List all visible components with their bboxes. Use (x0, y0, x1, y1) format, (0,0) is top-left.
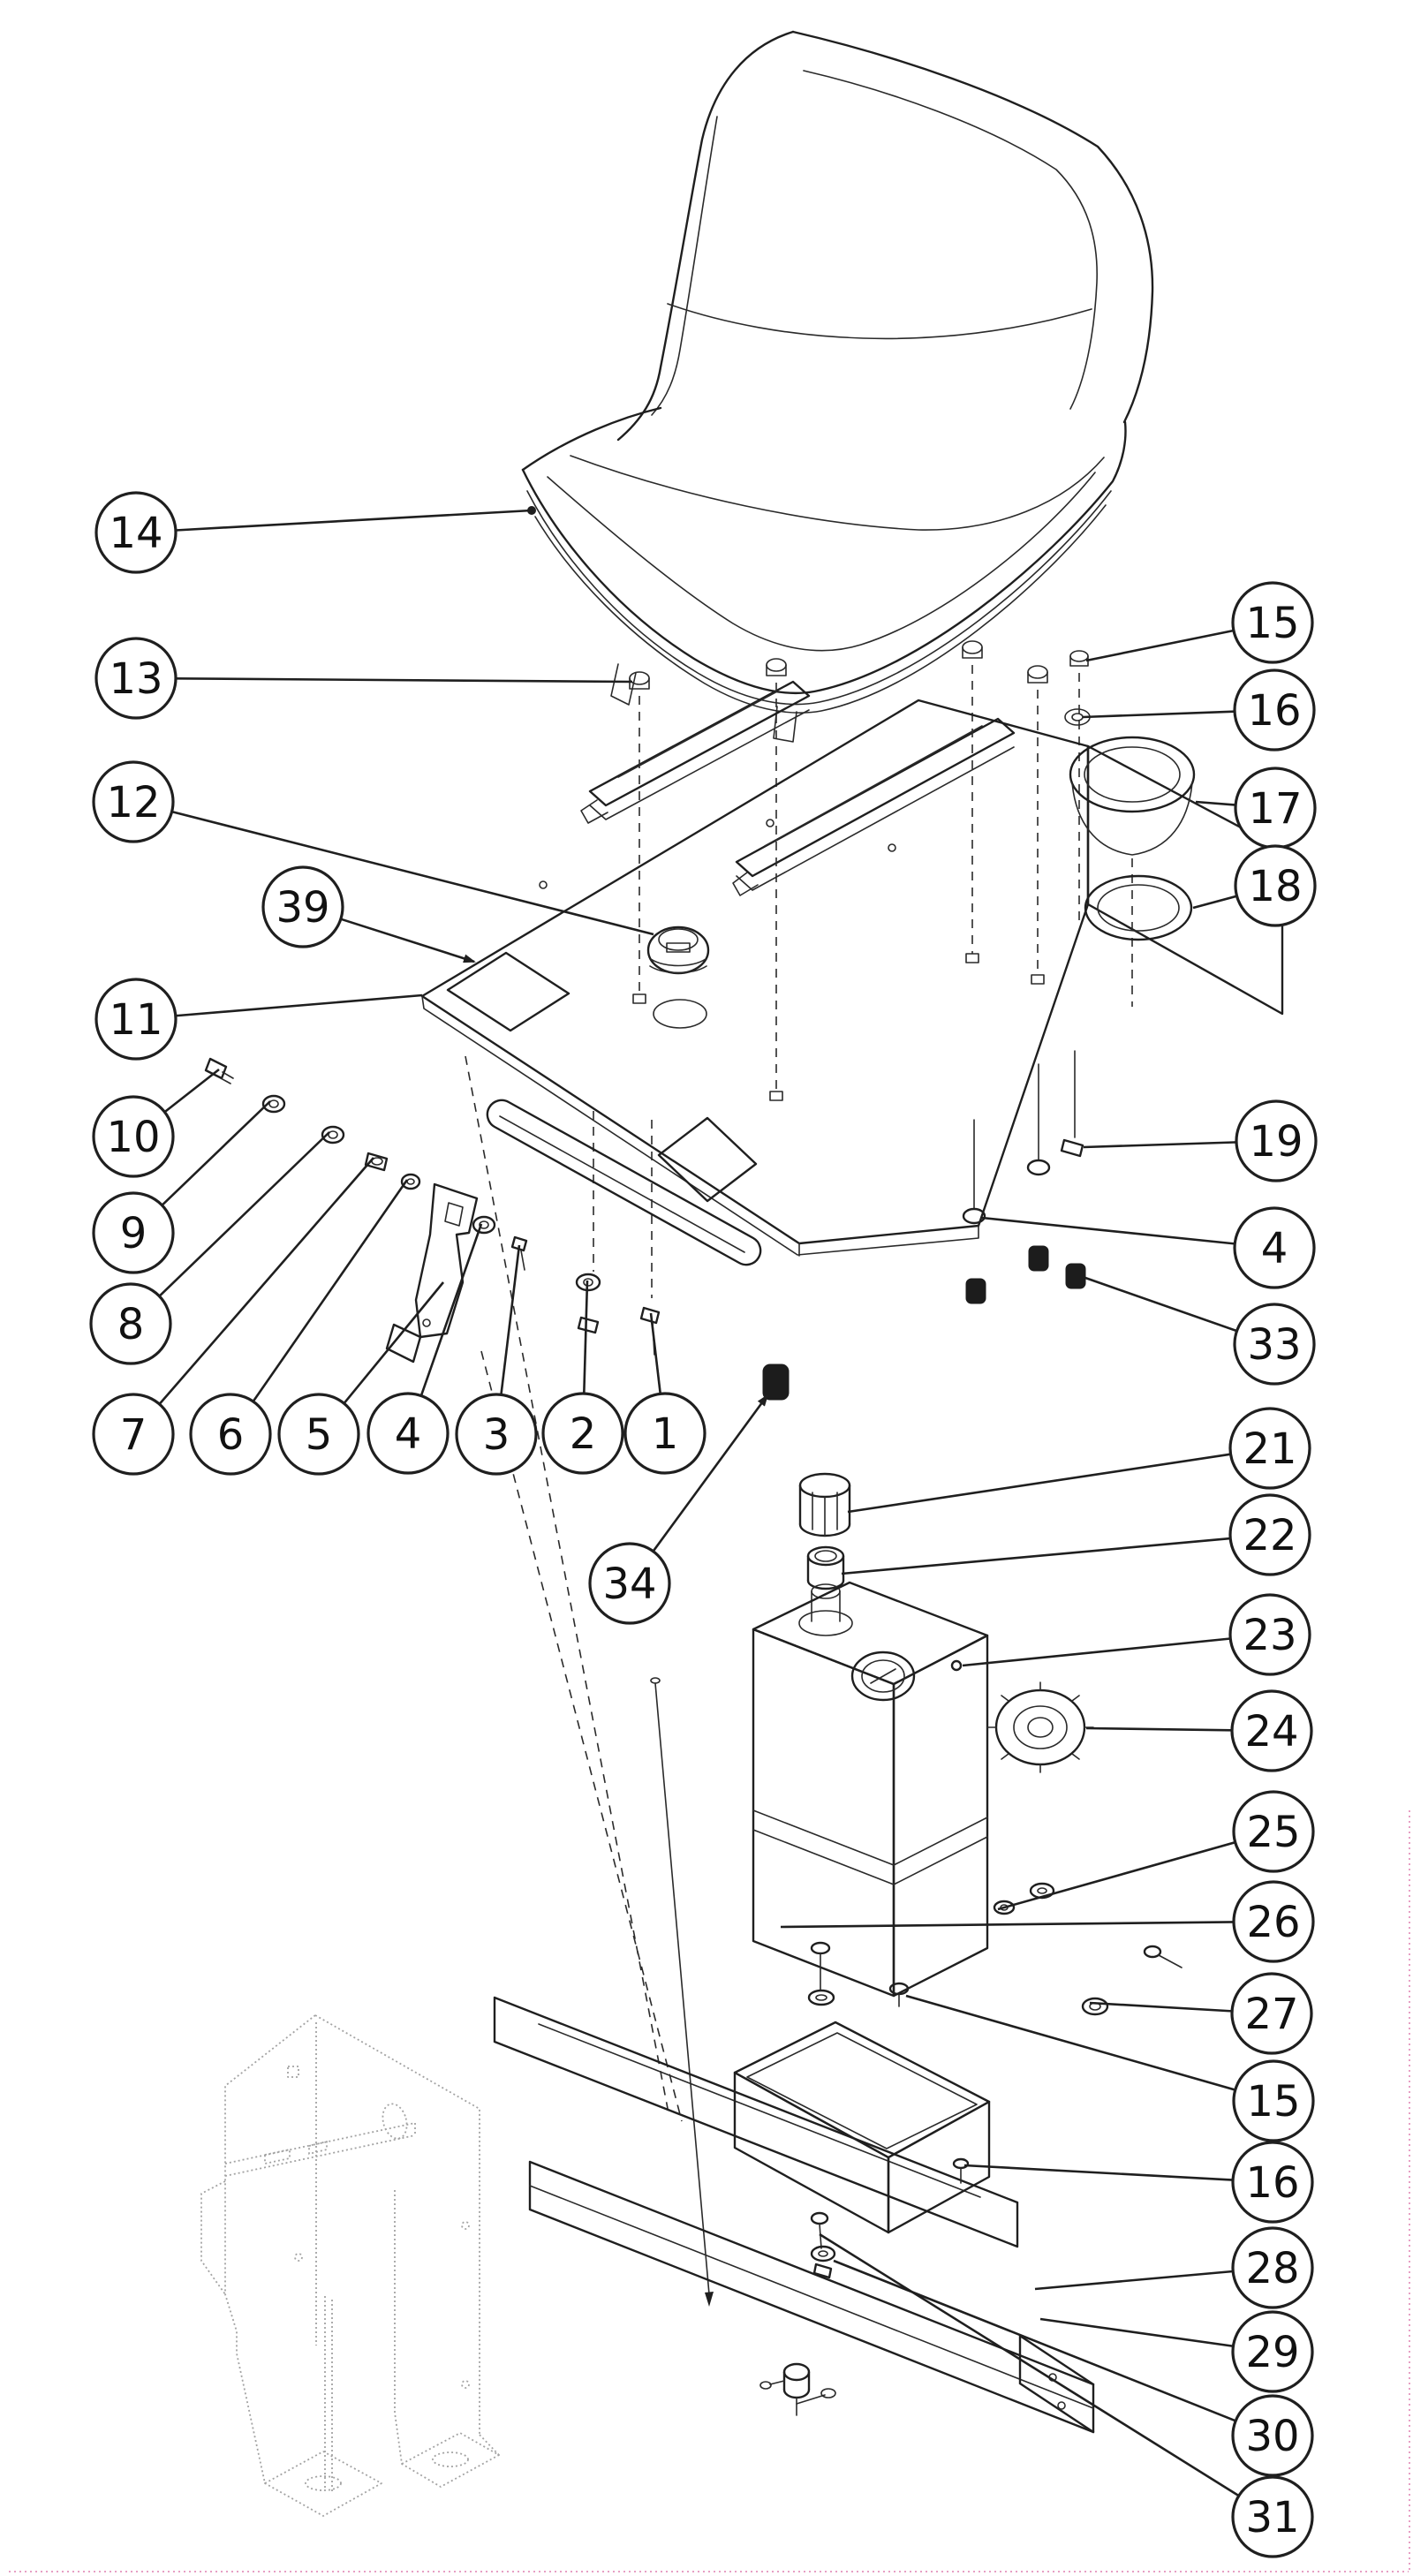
callout-number-8: 8 (117, 1299, 145, 1349)
leader-line-29 (1040, 2319, 1233, 2346)
callout-number-18: 18 (1248, 861, 1303, 911)
washer-16-inner (1072, 714, 1083, 721)
seat (523, 32, 1152, 742)
bolt-center (767, 659, 786, 1100)
bolt-13-head (630, 672, 649, 684)
bolt-13 (630, 672, 649, 1003)
tank-support-tray (495, 1998, 1017, 2247)
valve-outlet-end (760, 2382, 771, 2389)
bolt-right-2-nut (1031, 975, 1044, 984)
tray-rib (539, 2024, 980, 2197)
frame-hole-c (462, 2381, 469, 2388)
leader-line-7 (160, 1158, 374, 1404)
tank-side-seams (894, 1817, 987, 1885)
screw-box-head (954, 2159, 968, 2168)
seat-back-left-edge (618, 32, 793, 440)
cap-24-outer (996, 1690, 1084, 1764)
rod-top (651, 1678, 660, 1683)
leader-line-1 (651, 1313, 661, 1394)
plate-hole-2 (767, 820, 774, 827)
washer-6 (402, 1175, 419, 1189)
bolt-center-nut (770, 1092, 782, 1100)
neck-top (812, 1584, 840, 1598)
frame-left-edge (225, 2015, 315, 2483)
callout-number-30: 30 (1245, 2411, 1300, 2461)
seat-back-top-right-edge (793, 32, 1152, 422)
fuel-valve-31 (760, 2364, 835, 2415)
leader-line-12 (172, 812, 654, 934)
nut-19 (1062, 1140, 1083, 1156)
flange-hole-2 (1058, 2402, 1065, 2409)
leader-line-13 (176, 678, 632, 682)
bolt-right-2-head (1028, 666, 1047, 678)
callout-number-26: 26 (1246, 1897, 1301, 1947)
callout-number-23: 23 (1243, 1610, 1297, 1660)
fastener-2 (577, 1111, 600, 1333)
bolt-15-head (1070, 651, 1088, 661)
latch-hole (423, 1319, 430, 1326)
bracket-hole-18 (1085, 876, 1191, 940)
grommet-ribs (650, 959, 706, 973)
cap-24-inner (1028, 1718, 1053, 1737)
callout-number-29: 29 (1245, 2327, 1300, 2377)
decal-39 (448, 953, 569, 1031)
bolt-right-1-head (963, 641, 982, 653)
vent-hole-23 (952, 1661, 961, 1670)
loop-outline (487, 1100, 760, 1265)
callout-number-10: 10 (106, 1112, 161, 1162)
leader-line-28 (1035, 2271, 1233, 2289)
latch-slot (445, 1203, 463, 1226)
seat-mount-tab-left (611, 664, 636, 705)
plate-hole-3 (888, 844, 895, 851)
support-channel-29 (530, 2162, 1093, 2432)
plate-hole-1 (540, 881, 547, 888)
callout-number-27: 27 (1244, 1989, 1299, 2039)
leader-line-27 (1090, 2003, 1232, 2011)
washer-16b (809, 1991, 834, 2005)
leader-line-16 (964, 2165, 1233, 2180)
leader-line-21 (848, 1454, 1231, 1512)
fastener-1 (641, 1120, 659, 1355)
leader-dot-14 (527, 506, 536, 515)
bumper-1 (966, 1279, 986, 1303)
leader-line-39 (341, 919, 474, 962)
cup-body (1072, 782, 1192, 855)
bumper-34 (763, 1364, 789, 1400)
leader-line-2 (584, 1280, 587, 1394)
callout-number-11: 11 (109, 994, 163, 1045)
callout-number-16: 16 (1245, 2157, 1300, 2208)
cap-21-knurl (812, 1492, 837, 1536)
seat-back-mid-seam (668, 304, 1092, 338)
frame-ledge (225, 2123, 415, 2176)
cap-24-teeth (987, 1682, 1093, 1772)
bolt-right-1-head-side (963, 647, 982, 658)
frame-foot-right-slot (433, 2452, 468, 2466)
valve-outlet (770, 2381, 784, 2384)
leader-line-6 (253, 1180, 407, 1401)
callout-number-5: 5 (305, 1409, 333, 1460)
frame-right-edge (315, 2015, 480, 2435)
callout-number-21: 21 (1243, 1424, 1297, 1474)
filler-neck (799, 1584, 852, 1635)
frame-pedestal (201, 2015, 499, 2516)
bolt-right-1-nut (966, 954, 979, 963)
frame-oval-hole (379, 2101, 410, 2141)
leader-line-19 (1084, 1142, 1236, 1147)
bolt-center-head-side (767, 665, 786, 676)
projection-lines (465, 1056, 714, 2307)
fitting-22-top (808, 1547, 843, 1565)
battery-box-28 (735, 2022, 989, 2232)
leader-line-9 (162, 1101, 270, 1205)
callout-number-25: 25 (1246, 1807, 1301, 1857)
seat-skirt-upper (527, 491, 1111, 705)
leader-line-33 (1085, 1278, 1237, 1331)
leader-line-17 (1196, 802, 1235, 805)
callout-number-6: 6 (216, 1409, 245, 1460)
bumper-33 (1066, 1264, 1085, 1288)
callout-number-28: 28 (1245, 2243, 1300, 2293)
fuel-tank-23 (753, 1583, 987, 1996)
leader-line-16 (1083, 712, 1235, 717)
seat-cushion-front-edge (523, 422, 1125, 693)
leader-line-5 (344, 1282, 443, 1403)
fuel-line-rod (655, 1683, 709, 2294)
frame-center-rib (325, 2296, 332, 2492)
valve-top (784, 2364, 809, 2380)
leader-line-4 (982, 1218, 1235, 1243)
mounting-bolts (630, 641, 1090, 1100)
callout-number-15: 15 (1245, 598, 1300, 648)
callout-number-19: 19 (1249, 1116, 1303, 1167)
leader-line-11 (176, 995, 422, 1016)
washer-30 (812, 2247, 835, 2261)
callout-number-2: 2 (569, 1409, 597, 1459)
screw-15b-head (812, 1943, 829, 1953)
bolt-right-2-head-side (1028, 672, 1047, 683)
fuel-cap-21 (800, 1474, 850, 1536)
washer-27 (1083, 1998, 1107, 2014)
fuel-cap-24 (987, 1682, 1093, 1772)
plate-thickness-front (422, 996, 979, 1256)
decal-38 (659, 1118, 756, 1201)
seat-cushion-top-seam (570, 456, 1104, 530)
leader-line-4 (421, 1224, 481, 1396)
cap-21-top (800, 1474, 850, 1497)
screw-31-head (812, 2213, 827, 2224)
fuel-gauge (852, 1652, 914, 1700)
rail-right-slot (765, 726, 982, 846)
washer-9-inner (269, 1100, 278, 1107)
fuel-tank-assembly (753, 1474, 1093, 1996)
callout-number-33: 33 (1247, 1319, 1302, 1370)
pin-3-shaft (521, 1250, 525, 1270)
frame-square-hole (288, 2066, 298, 2077)
leader-line-10 (164, 1069, 219, 1112)
tank-front-face (753, 1629, 894, 1996)
washer-6-outer (402, 1175, 419, 1189)
callout-number-9: 9 (119, 1208, 147, 1258)
frame-inner-vertical-2 (395, 2190, 402, 2464)
bolt-center-head (767, 659, 786, 671)
frame-hole-a (295, 2254, 302, 2261)
callout-number-14: 14 (109, 508, 163, 558)
callout-number-31: 31 (1245, 2492, 1300, 2542)
callout-number-16: 16 (1247, 685, 1302, 736)
nut-2 (578, 1318, 598, 1333)
bolt-right-1 (963, 641, 982, 963)
washer-6-inner (407, 1179, 414, 1184)
grommet-top (659, 929, 698, 950)
leader-line-22 (842, 1538, 1230, 1574)
below-plate-hardware (763, 1051, 1085, 1400)
seat-cushion-inner-seam (548, 472, 1095, 651)
washer-4 (473, 1217, 495, 1233)
frame-foot-left-slot (306, 2476, 341, 2490)
washer-25-inner (1038, 1888, 1047, 1893)
washer-8-inner (329, 1131, 337, 1138)
callout-number-39: 39 (276, 882, 330, 933)
callout-number-4: 4 (1260, 1223, 1288, 1273)
callout-number-24: 24 (1244, 1706, 1299, 1756)
tray-bar (495, 1998, 1017, 2247)
washer-b (1028, 1160, 1049, 1175)
leader-line-31 (820, 2234, 1239, 2496)
screw-d-shaft (1159, 1955, 1182, 1968)
leader-line-3 (501, 1245, 519, 1394)
cup-rim-inner (1084, 747, 1180, 802)
callout-number-17: 17 (1248, 783, 1303, 834)
callout-number-4: 4 (394, 1409, 422, 1459)
frame-foot-left (265, 2451, 382, 2516)
rod-tip (705, 2292, 714, 2307)
leader-line-30 (834, 2261, 1235, 2421)
bolt-13-nut (633, 994, 646, 1003)
bolt-right-2 (1028, 666, 1047, 984)
leader-line-23 (963, 1639, 1230, 1666)
callout-number-1: 1 (651, 1409, 679, 1459)
seat-plate (422, 700, 1282, 1256)
leader-line-24 (1086, 1728, 1232, 1730)
grommet-12 (648, 927, 708, 1028)
lower-assembly (495, 1884, 1182, 2432)
leader-line-25 (998, 1842, 1235, 1909)
bolt-10-head (206, 1059, 226, 1078)
callout-number-34: 34 (602, 1559, 657, 1609)
rail-left-slot (618, 691, 777, 777)
leader-line-14 (176, 510, 532, 530)
channel-fastener-stack (812, 2213, 835, 2278)
grommet-gasket (654, 1000, 706, 1028)
neck-collar (799, 1611, 852, 1635)
frame-hole-b (462, 2222, 469, 2229)
leader-line-26 (781, 1922, 1234, 1927)
washer-4-outer (473, 1217, 495, 1233)
callout-number-12: 12 (106, 777, 161, 827)
fitting-22-sides (808, 1556, 843, 1581)
frame-left-flap (201, 2181, 225, 2294)
frame-foot-right (402, 2433, 499, 2487)
leader-line-18 (1193, 896, 1237, 908)
bumper-2 (1029, 1246, 1048, 1271)
callout-number-22: 22 (1243, 1510, 1297, 1560)
callout-number-7: 7 (119, 1409, 147, 1460)
leader-line-15 (1086, 631, 1234, 661)
leader-line-8 (159, 1132, 329, 1296)
fitting-22 (808, 1547, 843, 1589)
washer-30-inner (819, 2251, 827, 2256)
fitting-22-inner (815, 1551, 836, 1561)
valve-bottom (784, 2390, 809, 2398)
support-loop (487, 1100, 760, 1265)
callout-number-3: 3 (482, 1409, 510, 1460)
leader-line-15 (906, 1996, 1235, 2090)
bolt-10 (206, 1059, 233, 1084)
hole-ring-inner (1098, 885, 1179, 931)
washer-16b-inner (816, 1995, 827, 2000)
callout-number-15: 15 (1246, 2076, 1301, 2127)
cap-24-mid (1014, 1706, 1067, 1749)
callout-number-13: 13 (109, 653, 163, 704)
valve-knob (821, 2389, 835, 2398)
tank-front-seams (753, 1810, 894, 1885)
frame-foot-link (480, 2435, 499, 2455)
seat-back-left-seam (652, 117, 717, 415)
hardware-chain-left (206, 1059, 659, 1362)
